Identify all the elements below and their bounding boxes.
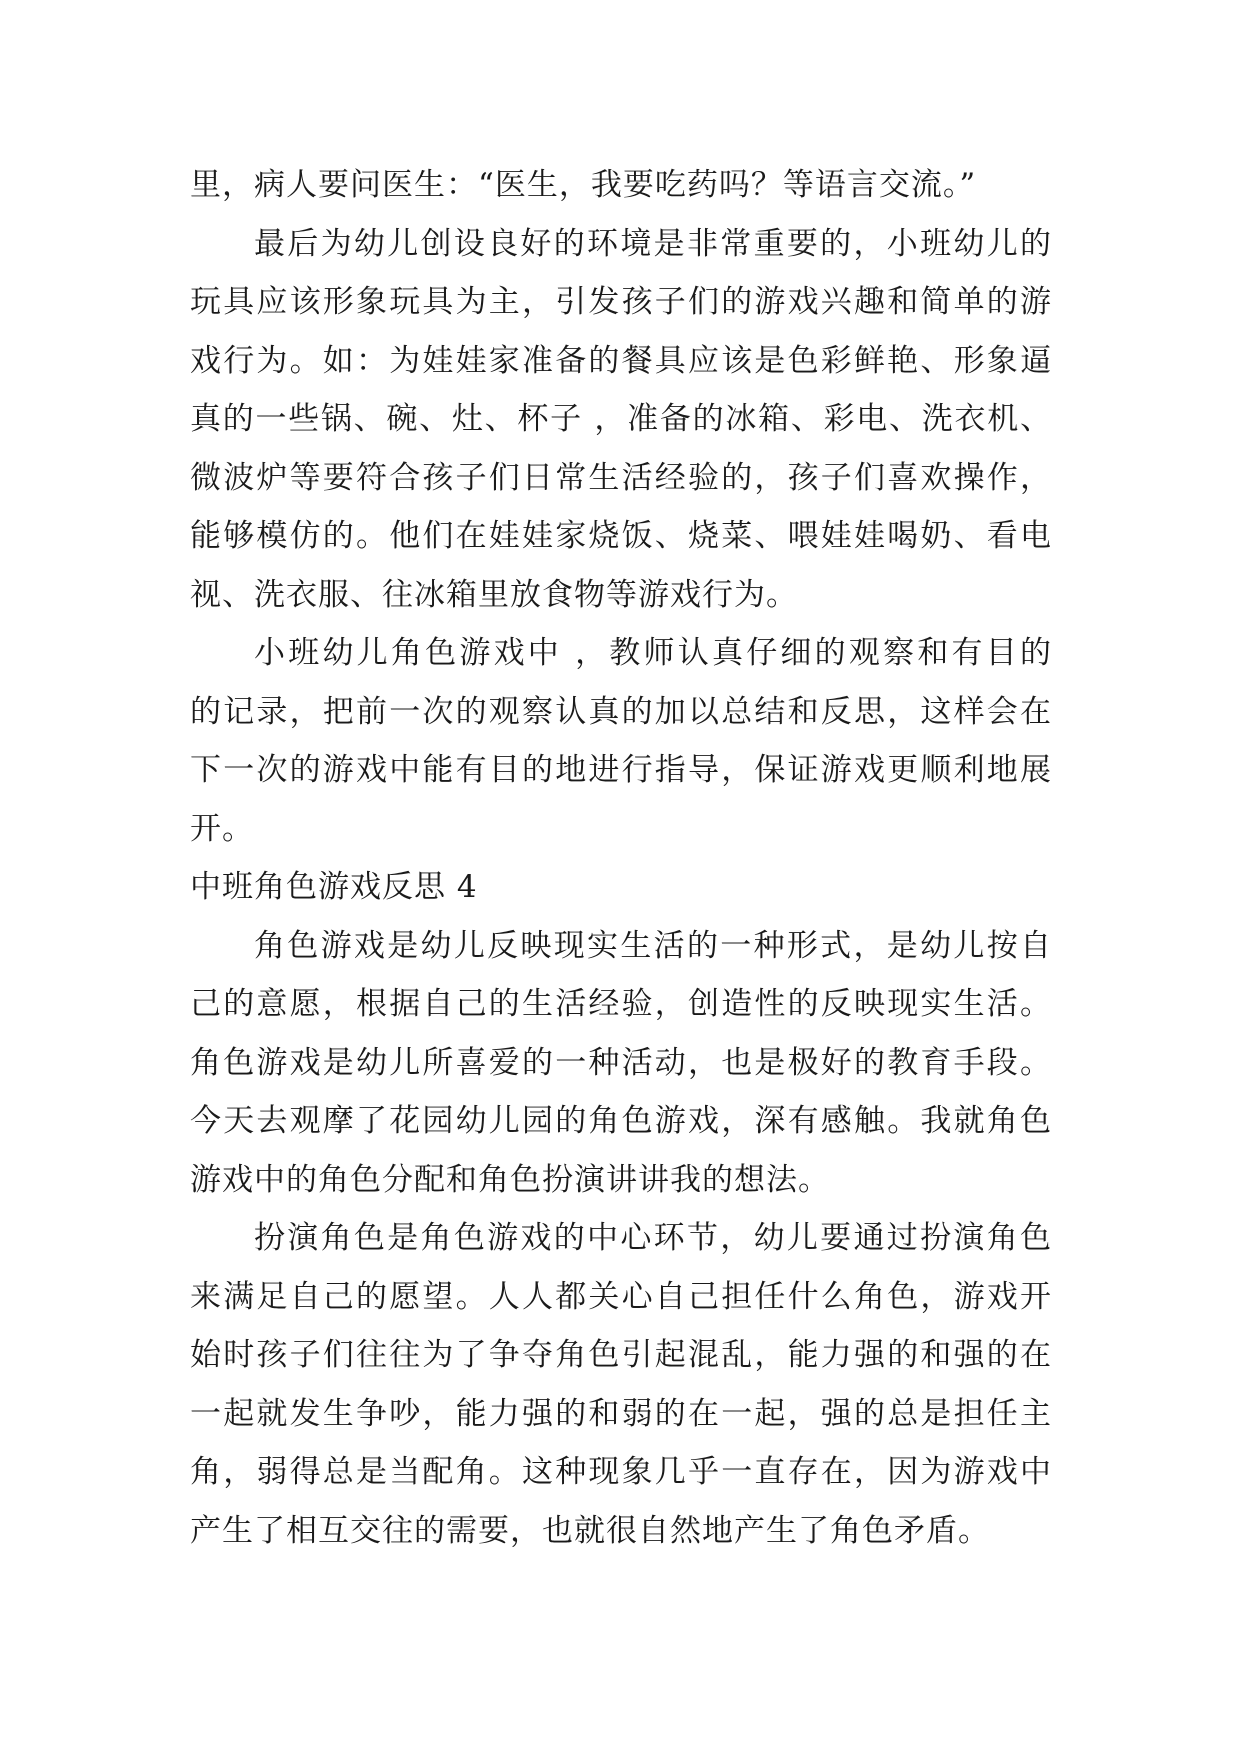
paragraph-line: 来满足自己的愿望。人人都关心自己担任什么角色，游戏开: [190, 1278, 1052, 1315]
paragraph-line: 能够模仿的。他们在娃娃家烧饭、烧菜、喂娃娃喝奶、看电: [190, 518, 1052, 554]
paragraph-line: 产生了相互交往的需要，也就很自然地产生了角色矛盾。: [190, 1512, 990, 1549]
paragraph-line: 角，弱得总是当配角。这种现象几乎一直存在，因为游戏中: [190, 1454, 1052, 1490]
paragraph-line: 真的一些锅、碗、灶、杯子 ，准备的冰箱、彩电、洗衣机、: [190, 401, 1052, 437]
paragraph-line: 扮演角色是角色游戏的中心环节，幼儿要通过扮演角色: [254, 1220, 1052, 1256]
paragraph-line: 最后为幼儿创设良好的环境是非常重要的，小班幼儿的: [254, 225, 1052, 262]
paragraph: [190, 215, 1052, 625]
paragraph-line: 己的意愿，根据自己的生活经验，创造性的反映现实生活。: [190, 986, 1052, 1022]
paragraph-line: 下一次的游戏中能有目的地进行指导，保证游戏更顺利地展: [190, 752, 1052, 788]
paragraph-line: 的记录，把前一次的观察认真的加以总结和反思，这样会在: [190, 693, 1052, 730]
paragraph-line: 微波炉等要符合孩子们日常生活经验的，孩子们喜欢操作，: [190, 459, 1052, 496]
paragraph-line: 始时孩子们往往为了争夺角色引起混乱，能力强的和强的在: [190, 1337, 1052, 1373]
document-body: [190, 156, 1052, 1560]
paragraph: [190, 156, 1052, 215]
paragraph-line: 角色游戏是幼儿反映现实生活的一种形式，是幼儿按自: [254, 927, 1052, 964]
paragraph-line: 开。: [190, 810, 254, 847]
paragraph: [190, 1209, 1052, 1560]
paragraph-line: 游戏中的角色分配和角色扮演讲讲我的想法。: [190, 1161, 830, 1198]
heading-line: 中班角色游戏反思 4: [190, 869, 478, 905]
paragraph: [190, 624, 1052, 858]
paragraph-line: 里，病人要问医生：“医生，我要吃药吗？等语言交流。”: [190, 167, 977, 203]
paragraph-line: 小班幼儿角色游戏中 ，教师认真仔细的观察和有目的: [254, 635, 1052, 671]
paragraph-line: 视、洗衣服、往冰箱里放食物等游戏行为。: [190, 576, 798, 613]
paragraph: [190, 917, 1052, 1210]
paragraph-line: 戏行为。如：为娃娃家准备的餐具应该是色彩鲜艳、形象逼: [190, 342, 1052, 379]
paragraph-line: 玩具应该形象玩具为主，引发孩子们的游戏兴趣和简单的游: [190, 284, 1052, 320]
paragraph-line: 角色游戏是幼儿所喜爱的一种活动，也是极好的教育手段。: [190, 1044, 1052, 1081]
paragraph-line: 一起就发生争吵，能力强的和弱的在一起，强的总是担任主: [190, 1395, 1052, 1432]
section-heading: [190, 858, 1052, 917]
paragraph-line: 今天去观摩了花园幼儿园的角色游戏，深有感触。我就角色: [190, 1103, 1052, 1139]
